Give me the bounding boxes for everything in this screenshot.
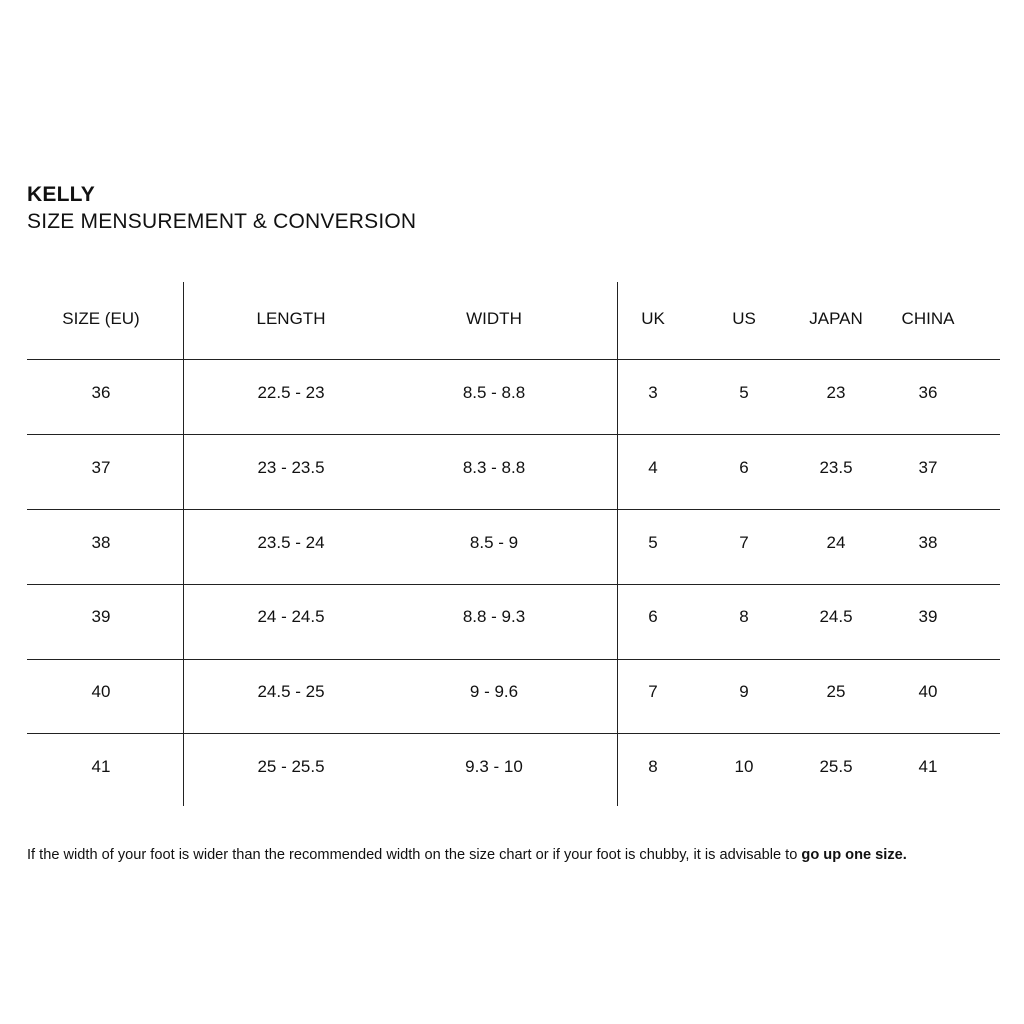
cell-length: 23.5 - 24 (257, 533, 325, 552)
cell-size-eu: 37 (91, 458, 111, 477)
cell-uk: 3 (648, 383, 658, 402)
cell-china: 37 (918, 458, 938, 477)
cell-us: 9 (739, 682, 749, 701)
cell-length: 23 - 23.5 (257, 458, 325, 477)
cell-width: 8.5 - 9 (469, 533, 519, 552)
cell-us: 10 (734, 757, 754, 776)
cell-japan: 25.5 (819, 757, 853, 776)
cell-length: 24.5 - 25 (257, 682, 325, 701)
cell-us: 6 (739, 458, 749, 477)
row-divider (27, 434, 1000, 435)
cell-width: 8.3 - 8.8 (462, 458, 526, 477)
header-size-eu: SIZE (EU) (62, 309, 140, 328)
column-divider (617, 282, 618, 806)
cell-japan: 24 (826, 533, 846, 552)
cell-length: 25 - 25.5 (257, 757, 325, 776)
size-conversion-table (27, 282, 1000, 806)
cell-size-eu: 38 (91, 533, 111, 552)
cell-size-eu: 36 (91, 383, 111, 402)
chart-subtitle: SIZE MENSUREMENT & CONVERSION (27, 210, 417, 233)
fit-advice-note (27, 846, 907, 864)
cell-width: 9 - 9.6 (469, 682, 519, 701)
row-divider (27, 659, 1000, 660)
cell-size-eu: 41 (91, 757, 111, 776)
cell-length: 22.5 - 23 (257, 383, 325, 402)
cell-us: 5 (739, 383, 749, 402)
fit-advice-emphasis: go up one size. (801, 847, 907, 863)
cell-width: 8.5 - 8.8 (462, 383, 526, 402)
row-divider (27, 584, 1000, 585)
cell-uk: 5 (648, 533, 658, 552)
header-japan: JAPAN (809, 309, 863, 328)
cell-china: 40 (918, 682, 938, 701)
cell-uk: 4 (648, 458, 658, 477)
cell-us: 7 (739, 533, 749, 552)
cell-width: 8.8 - 9.3 (462, 607, 526, 626)
row-divider (27, 509, 1000, 510)
cell-length: 24 - 24.5 (257, 607, 325, 626)
header-us: US (732, 309, 756, 328)
cell-japan: 23 (826, 383, 846, 402)
header-china: CHINA (901, 309, 955, 328)
cell-china: 39 (918, 607, 938, 626)
header-width: WIDTH (466, 309, 522, 328)
cell-japan: 23.5 (819, 458, 853, 477)
cell-size-eu: 40 (91, 682, 111, 701)
cell-japan: 24.5 (819, 607, 853, 626)
header-uk: UK (641, 309, 665, 328)
cell-japan: 25 (826, 682, 846, 701)
cell-china: 36 (918, 383, 938, 402)
column-divider (183, 282, 184, 806)
cell-uk: 7 (648, 682, 658, 701)
cell-width: 9.3 - 10 (465, 757, 523, 776)
fit-advice-text: If the width of your foot is wider than the recommended width on the size chart or if your foot is chubby, it is advisable to (27, 847, 802, 863)
header-length: LENGTH (256, 309, 326, 328)
row-divider (27, 733, 1000, 734)
cell-uk: 8 (648, 757, 658, 776)
cell-china: 38 (918, 533, 938, 552)
cell-size-eu: 39 (91, 607, 111, 626)
cell-us: 8 (739, 607, 749, 626)
cell-china: 41 (918, 757, 938, 776)
row-divider (27, 359, 1000, 360)
cell-uk: 6 (648, 607, 658, 626)
chart-title: KELLY (27, 183, 95, 206)
